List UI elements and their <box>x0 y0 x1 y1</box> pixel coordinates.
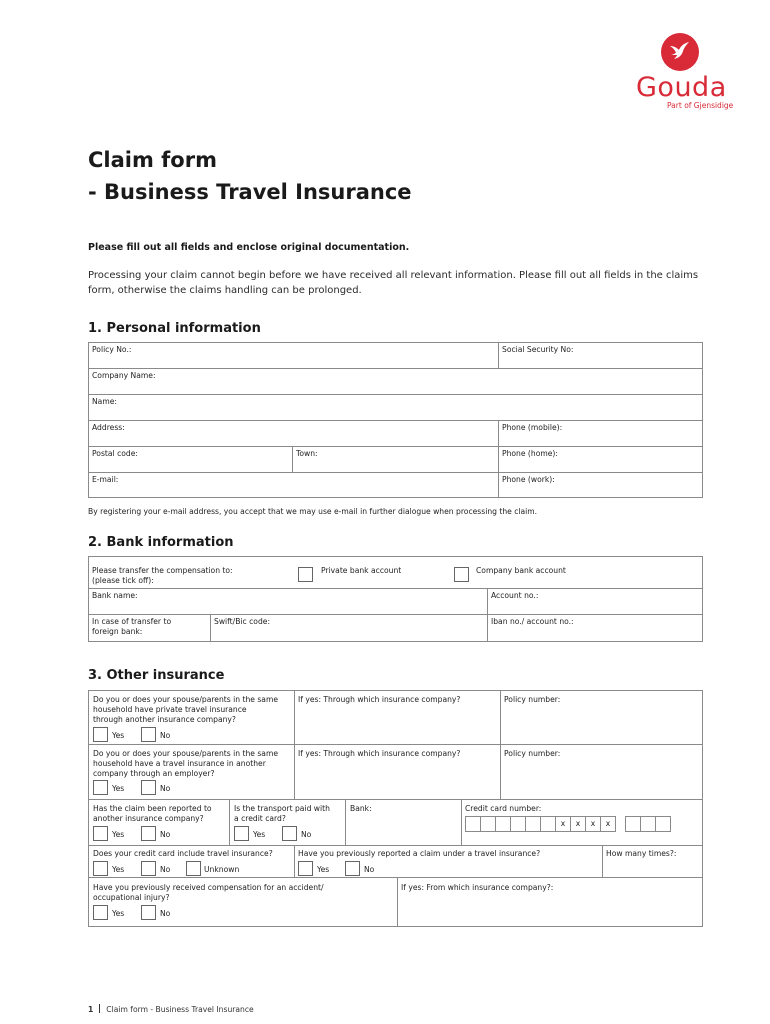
card-digit-cell[interactable] <box>655 816 671 832</box>
email-consent-note: By registering your e-mail address, you accept that we may use e-mail in further dialogue when processing the claim. <box>88 507 538 516</box>
col-divider <box>397 877 398 926</box>
page-number: 1 <box>88 1005 94 1014</box>
row-divider <box>89 744 702 745</box>
col-divider <box>487 588 488 641</box>
q3-yes-checkbox[interactable] <box>93 826 108 841</box>
q2-yes-label: Yes <box>112 784 125 793</box>
company-account-checkbox[interactable] <box>454 567 469 582</box>
credit-card-label: Credit card number: <box>465 804 542 813</box>
row-divider <box>89 877 702 878</box>
logo-tagline: Part of Gjensidige <box>667 101 734 110</box>
email-field[interactable]: E-mail: <box>92 475 119 484</box>
personal-info-table <box>88 342 703 498</box>
swift-field[interactable]: Swift/Bic code: <box>214 617 270 626</box>
page-footer <box>88 994 254 1015</box>
q7-no-checkbox[interactable] <box>141 905 156 920</box>
page-subtitle: - Business Travel Insurance <box>88 180 412 204</box>
account-no-field[interactable]: Account no.: <box>491 591 539 600</box>
col-divider <box>602 845 603 877</box>
question-previous-claim: Have you previously reported a claim under a travel insurance? <box>298 849 541 858</box>
page-title: Claim form <box>88 148 217 172</box>
q4-no-checkbox[interactable] <box>282 826 297 841</box>
q1-no-label: No <box>160 731 171 740</box>
q5-yes-checkbox[interactable] <box>93 861 108 876</box>
q7-yes-label: Yes <box>112 909 125 918</box>
col-divider <box>294 691 295 799</box>
q5-unknown-checkbox[interactable] <box>186 861 201 876</box>
ssn-field[interactable]: Social Security No: <box>502 345 574 354</box>
how-many-times-field[interactable]: How many times?: <box>606 849 677 858</box>
q3-yes-label: Yes <box>112 830 125 839</box>
q4-no-label: No <box>301 830 312 839</box>
logo-wordmark: Gouda <box>636 72 727 103</box>
phone-work-field[interactable]: Phone (work): <box>502 475 555 484</box>
q1-no-checkbox[interactable] <box>141 727 156 742</box>
foreign-bank-label: In case of transfer to foreign bank: <box>92 617 172 636</box>
q2-company-field[interactable]: If yes: Through which insurance company? <box>298 749 461 758</box>
col-divider <box>500 691 501 799</box>
row-divider <box>89 472 702 473</box>
q5-no-checkbox[interactable] <box>141 861 156 876</box>
bank-field[interactable]: Bank: <box>350 804 372 813</box>
row-divider <box>89 588 702 589</box>
q7-company-field[interactable]: If yes: From which insurance company?: <box>401 883 554 892</box>
row-divider <box>89 394 702 395</box>
iban-field[interactable]: Iban no./ account no.: <box>491 617 574 626</box>
phone-home-field[interactable]: Phone (home): <box>502 449 558 458</box>
q5-unknown-label: Unknown <box>204 865 240 874</box>
card-digit-cell[interactable] <box>540 816 556 832</box>
col-divider <box>292 446 293 472</box>
instruction-text: Processing your claim cannot begin before we have received all relevant information. Please fill out all fields in the claims form, otherwise the claims handling can be prolonged. <box>88 270 699 296</box>
q6-yes-checkbox[interactable] <box>298 861 313 876</box>
card-digit-cell-masked: x <box>600 816 616 832</box>
section-heading-other-insurance: 3. Other insurance <box>88 668 225 683</box>
q2-yes-checkbox[interactable] <box>93 780 108 795</box>
q2-no-checkbox[interactable] <box>141 780 156 795</box>
footer-text: Claim form - Business Travel Insurance <box>106 1005 254 1014</box>
card-digit-cell-masked: x <box>585 816 601 832</box>
card-digit-cell-masked: x <box>555 816 571 832</box>
card-digit-cell[interactable] <box>525 816 541 832</box>
q4-yes-label: Yes <box>253 830 266 839</box>
q7-yes-checkbox[interactable] <box>93 905 108 920</box>
row-divider <box>89 799 702 800</box>
col-divider <box>294 845 295 877</box>
q5-no-label: No <box>160 865 171 874</box>
row-divider <box>89 845 702 846</box>
town-field[interactable]: Town: <box>296 449 318 458</box>
col-divider <box>498 343 499 368</box>
private-account-checkbox[interactable] <box>298 567 313 582</box>
card-digit-cell[interactable] <box>640 816 656 832</box>
card-digit-cell[interactable] <box>625 816 641 832</box>
col-divider <box>461 799 462 845</box>
bank-name-field[interactable]: Bank name: <box>92 591 138 600</box>
q5-yes-label: Yes <box>112 865 125 874</box>
row-divider <box>89 614 702 615</box>
q6-yes-label: Yes <box>317 865 330 874</box>
q1-yes-label: Yes <box>112 731 125 740</box>
q6-no-label: No <box>364 865 375 874</box>
col-divider <box>229 799 230 845</box>
policy-no-field[interactable]: Policy No.: <box>92 345 132 354</box>
section-heading-bank: 2. Bank information <box>88 535 234 550</box>
question-card-includes-insurance: Does your credit card include travel insurance? <box>93 849 273 858</box>
question-employer-travel-insurance: Do you or does your spouse/parents in the same household have a travel insurance in another company through an employer? <box>93 749 279 778</box>
company-name-field[interactable]: Company Name: <box>92 371 156 380</box>
q3-no-label: No <box>160 830 171 839</box>
card-digit-cell[interactable] <box>510 816 526 832</box>
question-reported-other-company: Has the claim been reported to another insurance company? <box>93 804 212 823</box>
q1-yes-checkbox[interactable] <box>93 727 108 742</box>
private-account-label: Private bank account <box>321 566 402 575</box>
row-divider <box>89 446 702 447</box>
q7-no-label: No <box>160 909 171 918</box>
card-digit-cell[interactable] <box>465 816 481 832</box>
card-digit-cell[interactable] <box>495 816 511 832</box>
bird-icon <box>661 33 699 71</box>
section-heading-personal: 1. Personal information <box>88 321 261 336</box>
instruction-bold: Please fill out all fields and enclose original documentation. <box>88 242 410 253</box>
q6-no-checkbox[interactable] <box>345 861 360 876</box>
question-paid-with-credit-card: Is the transport paid with a credit card? <box>234 804 330 823</box>
row-divider <box>89 368 702 369</box>
col-divider <box>210 614 211 641</box>
q3-no-checkbox[interactable] <box>141 826 156 841</box>
footer-separator <box>99 1004 100 1013</box>
q2-policy-field[interactable]: Policy number: <box>504 749 561 758</box>
col-divider <box>345 799 346 845</box>
q2-no-label: No <box>160 784 171 793</box>
postal-code-field[interactable]: Postal code: <box>92 449 138 458</box>
q1-policy-field[interactable]: Policy number: <box>504 695 561 704</box>
phone-mobile-field[interactable]: Phone (mobile): <box>502 423 563 432</box>
company-account-label: Company bank account <box>476 566 566 575</box>
name-field[interactable]: Name: <box>92 397 117 406</box>
row-divider <box>89 420 702 421</box>
card-digit-cell[interactable] <box>480 816 496 832</box>
q1-company-field[interactable]: If yes: Through which insurance company? <box>298 695 461 704</box>
col-divider <box>498 420 499 497</box>
transfer-label: Please transfer the compensation to: (please tick off): <box>92 566 233 585</box>
q4-yes-checkbox[interactable] <box>234 826 249 841</box>
logo-mark <box>661 33 699 71</box>
card-digit-cell-masked: x <box>570 816 586 832</box>
question-private-travel-insurance: Do you or does your spouse/parents in the same household have private travel insurance through another insurance company? <box>93 695 279 724</box>
address-field[interactable]: Address: <box>92 423 125 432</box>
question-previous-compensation: Have you previously received compensation for an accident/ occupational injury? <box>93 883 324 902</box>
